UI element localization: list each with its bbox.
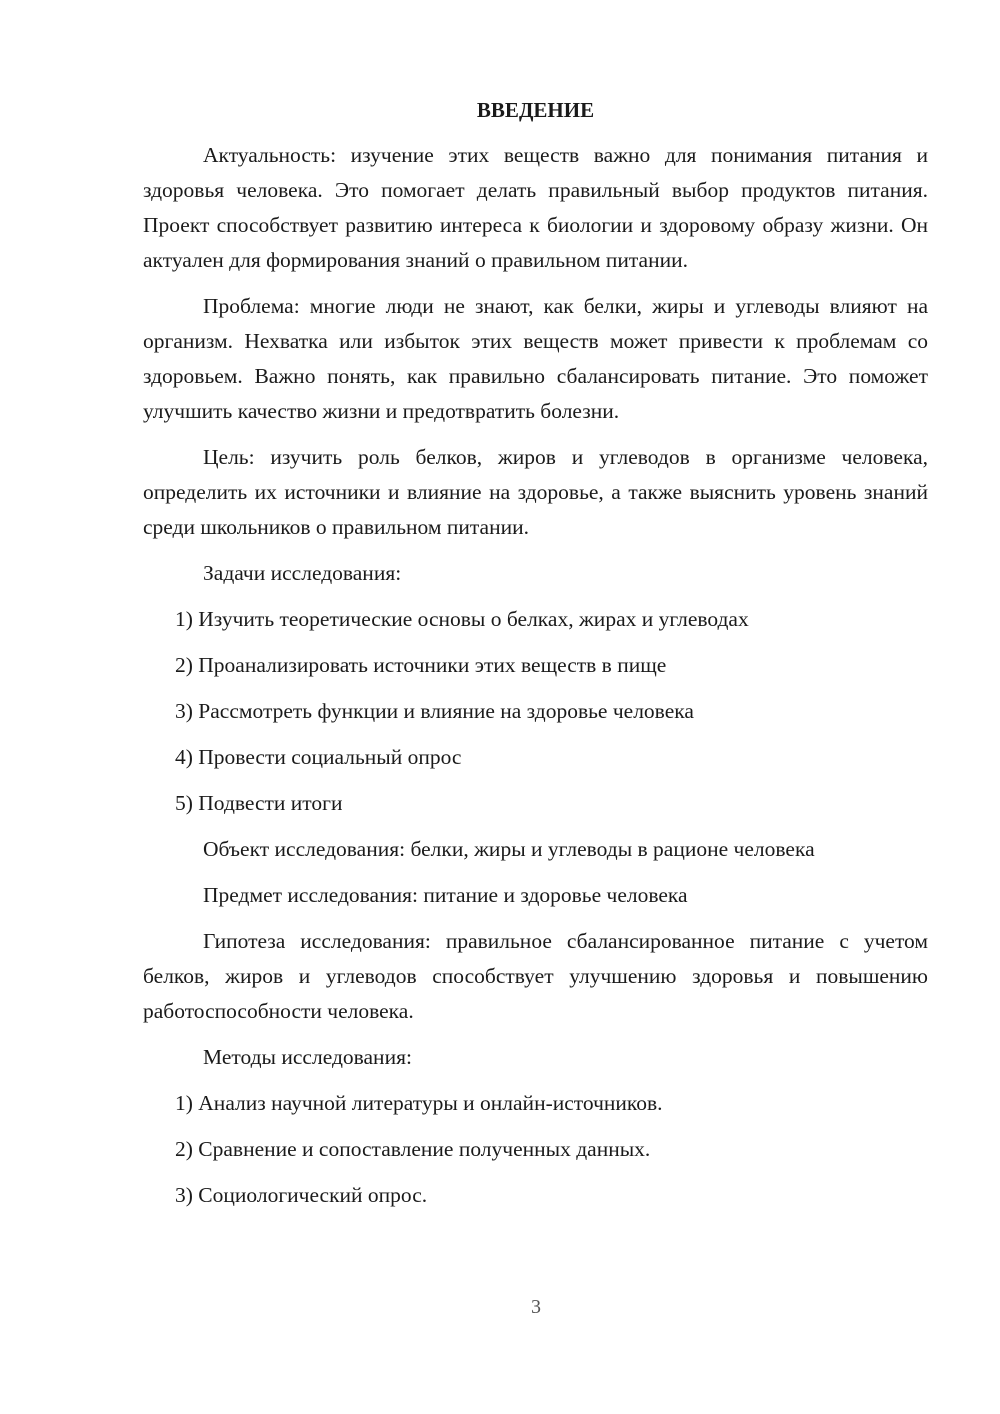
tasks-heading: Задачи исследования: <box>203 561 402 585</box>
relevance-paragraph: Актуальность: изучение этих веществ важно для понимания питания и здоровья человека. Это помогает делать правильный выбор продуктов питания. Проект способствует развитию интереса к биологии и здоровому образу жизни. Он актуален для формирования знаний о правильном питании. <box>143 143 928 272</box>
task-item: 1) Изучить теоретические основы о белках, жирах и углеводах <box>175 607 749 631</box>
task-item: 4) Провести социальный опрос <box>175 745 462 769</box>
task-item: 2) Проанализировать источники этих веществ в пище <box>175 653 667 677</box>
task-item: 3) Рассмотреть функции и влияние на здоровье человека <box>175 699 694 723</box>
hypothesis-paragraph: Гипотеза исследования: правильное сбалансированное питание с учетом белков, жиров и углеводов способствует улучшению здоровья и повышению работоспособности человека. <box>143 929 928 1023</box>
problem-paragraph: Проблема: многие люди не знают, как белки, жиры и углеводы влияют на организм. Нехватка или избыток этих веществ может привести к проблемам со здоровьем. Важно понять, как правильно сбалансировать питание. Это поможет улучшить качество жизни и предотвратить болезни. <box>143 294 928 423</box>
page-content <box>143 96 928 1224</box>
methods-heading: Методы исследования: <box>203 1045 412 1069</box>
research-object: Объект исследования: белки, жиры и углеводы в рационе человека <box>203 837 815 861</box>
method-item: 1) Анализ научной литературы и онлайн-источников. <box>175 1091 663 1115</box>
task-item: 5) Подвести итоги <box>175 791 343 815</box>
method-item: 3) Социологический опрос. <box>175 1183 428 1207</box>
methods-list <box>143 1086 928 1213</box>
method-item: 2) Сравнение и сопоставление полученных данных. <box>175 1137 651 1161</box>
research-subject: Предмет исследования: питание и здоровье человека <box>203 883 688 907</box>
page-title: ВВЕДЕНИЕ <box>476 98 595 122</box>
page-number-footer <box>0 1296 1000 1319</box>
page-number: 3 <box>531 1296 541 1318</box>
goal-paragraph: Цель: изучить роль белков, жиров и углеводов в организме человека, определить их источники и влияние на здоровье, а также выяснить уровень знаний среди школьников о правильном питании. <box>143 445 928 539</box>
tasks-list <box>143 602 928 821</box>
